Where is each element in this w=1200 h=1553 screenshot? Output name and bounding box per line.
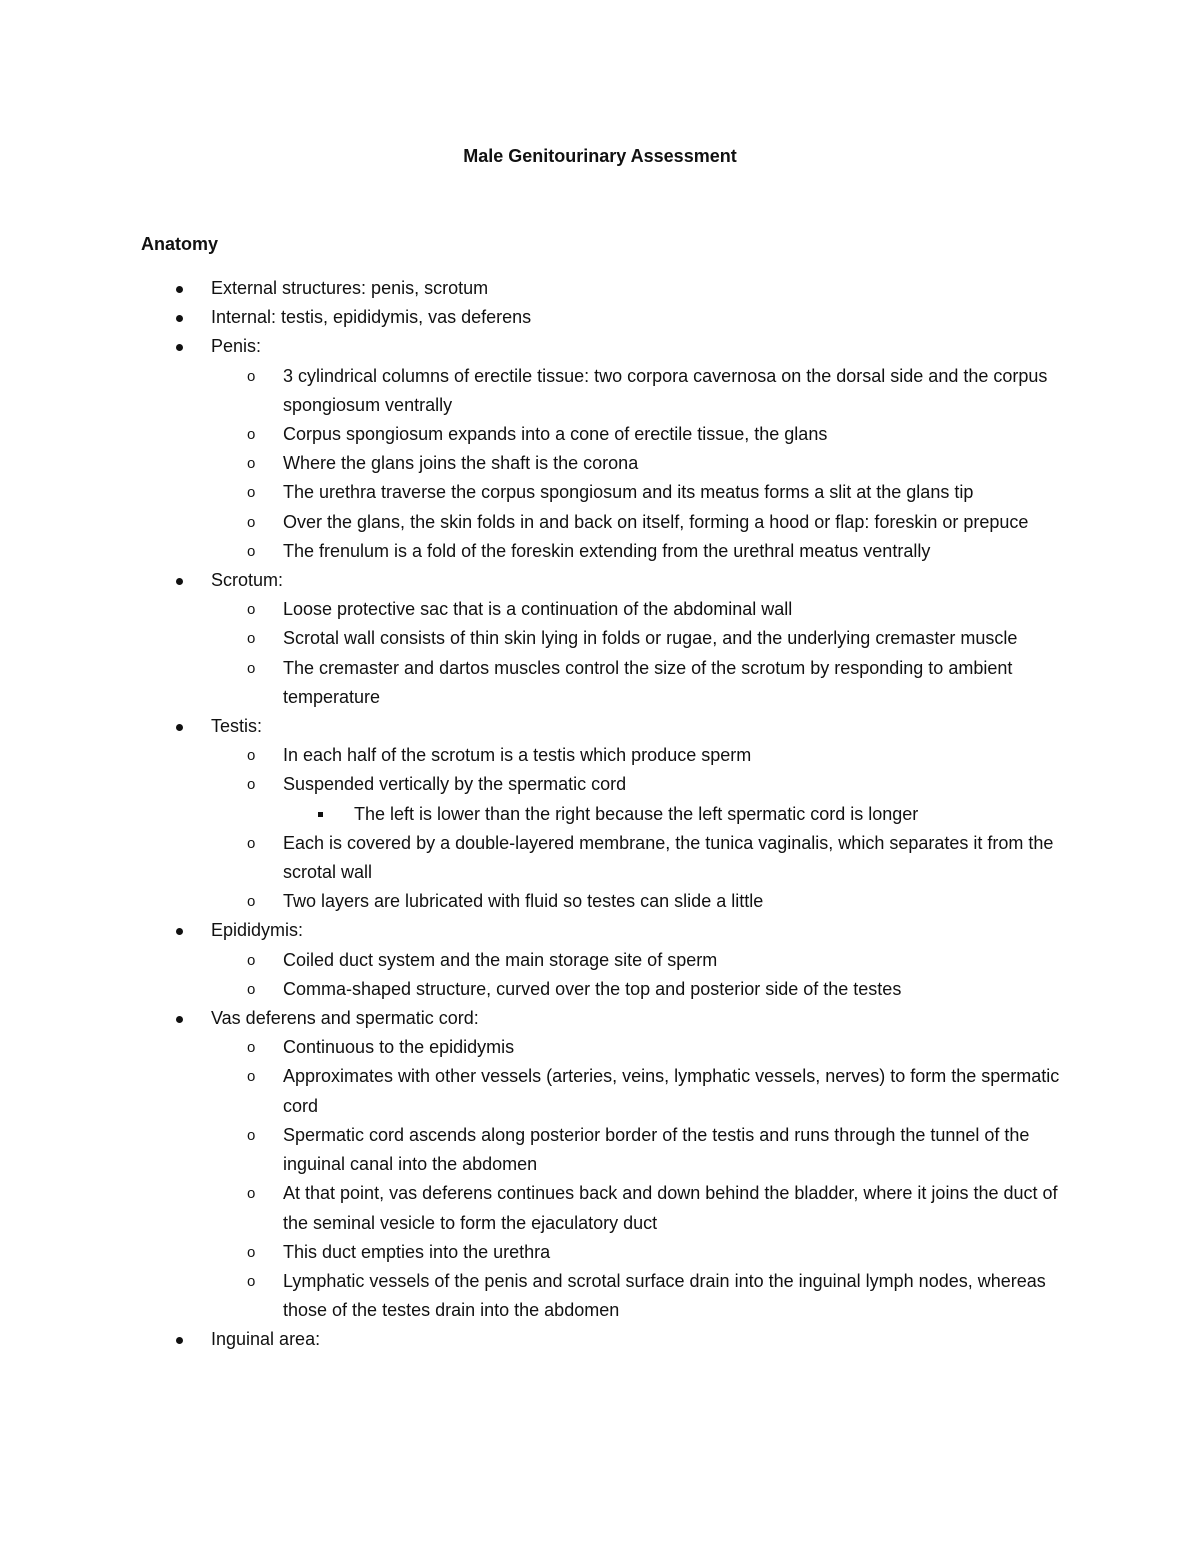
bullet-circle-icon: o (247, 893, 256, 911)
list-item-text: Corpus spongiosum expands into a cone of erectile tissue, the glans (283, 424, 828, 445)
list-item (0, 916, 1200, 945)
list-item (0, 1062, 1200, 1120)
bullet-circle-icon: o (247, 1243, 256, 1261)
list-item (0, 1267, 1200, 1325)
list-item-text: Approximates with other vessels (arteries, veins, lymphatic vessels, nerves) to form the spermatic cord (283, 1066, 1060, 1116)
list-item-text: Spermatic cord ascends along posterior border of the testis and runs through the tunnel of the inguinal canal into the abdomen (283, 1124, 1030, 1175)
list-item (0, 975, 1200, 1004)
list-item (0, 654, 1200, 712)
list-item (0, 420, 1200, 449)
list-item-text: Penis: (211, 336, 262, 357)
list-item (0, 449, 1200, 478)
list-item (0, 274, 1200, 303)
list-item (0, 800, 1200, 829)
bullet-circle-icon: o (247, 747, 256, 765)
list-item-text: Scrotal wall consists of thin skin lying in folds or rugae, and the underlying cremaster muscle (283, 628, 1018, 649)
list-item-text: Comma-shaped structure, curved over the top and posterior side of the testes (283, 978, 902, 999)
bullet-circle-icon: o (247, 630, 256, 648)
list-item-text: The cremaster and dartos muscles control the size of the scrotum by responding to ambient temperature (283, 657, 1013, 707)
list-item (0, 478, 1200, 507)
bullet-circle-icon: o (247, 542, 256, 560)
list-item (0, 712, 1200, 741)
bullet-circle-icon: o (247, 834, 256, 852)
bullet-circle-icon: o (247, 980, 256, 998)
list-item (0, 1179, 1200, 1237)
list-item-text: Lymphatic vessels of the penis and scrotal surface drain into the inguinal lymph nodes, whereas those of the testes drain into the abdomen (283, 1270, 1046, 1321)
list-item (0, 303, 1200, 332)
list-item-text: Two layers are lubricated with fluid so testes can slide a little (283, 891, 764, 912)
list-item-text: Internal: testis, epididymis, vas deferens (211, 307, 532, 328)
bullet-circle-icon: o (247, 484, 256, 502)
page-title: Male Genitourinary Assessment (463, 146, 737, 166)
bullet-circle-icon: o (247, 951, 256, 969)
list-item (0, 566, 1200, 595)
list-item-text: Each is covered by a double-layered membrane, the tunica vaginalis, which separates it from the scrotal wall (283, 832, 1054, 883)
bullet-circle-icon: o (247, 367, 256, 385)
list-item-text: Epididymis: (211, 920, 304, 941)
list-item (0, 829, 1200, 887)
list-item (0, 887, 1200, 916)
list-item-text: Scrotum: (211, 570, 284, 591)
list-item-text: At that point, vas deferens continues back and down behind the bladder, where it joins the duct of the seminal vesicle to form the ejaculatory duct (283, 1183, 1058, 1233)
list-item (0, 1238, 1200, 1267)
list-item-text: The urethra traverse the corpus spongiosum and its meatus forms a slit at the glans tip (283, 482, 974, 503)
list-item (0, 508, 1200, 537)
list-item (0, 1033, 1200, 1062)
list-item-text: In each half of the scrotum is a testis which produce sperm (283, 745, 752, 766)
list-item (0, 946, 1200, 975)
list-item-text: Coiled duct system and the main storage site of sperm (283, 949, 718, 970)
bullet-circle-icon: o (247, 426, 256, 444)
bullet-circle-icon: o (247, 601, 256, 619)
list-item-text: External structures: penis, scrotum (211, 278, 489, 298)
list-item (0, 537, 1200, 566)
list-item-text: Over the glans, the skin folds in and back on itself, forming a hood or flap: foreskin or prepuce (283, 511, 1029, 532)
list-item-text: Suspended vertically by the spermatic cord (283, 774, 627, 795)
bullet-circle-icon: o (247, 1068, 256, 1086)
bullet-circle-icon: o (247, 659, 256, 677)
list-item (0, 624, 1200, 653)
list-item-text: The left is lower than the right because the left spermatic cord is longer (354, 803, 919, 824)
bullet-circle-icon: o (247, 1185, 256, 1203)
list-item-text: Loose protective sac that is a continuation of the abdominal wall (283, 599, 793, 620)
list-item (0, 595, 1200, 624)
bullet-square-icon (318, 800, 354, 829)
list-item-text: Vas deferens and spermatic cord: (211, 1008, 479, 1029)
list-item-text: Where the glans joins the shaft is the corona (283, 453, 639, 474)
list-item (0, 1004, 1200, 1033)
list-item (0, 741, 1200, 770)
section-heading-anatomy: Anatomy (141, 234, 219, 254)
list-item (0, 770, 1200, 799)
list-item-text: Inguinal area: (211, 1329, 321, 1350)
list-item (0, 1325, 1200, 1354)
list-item-text: 3 cylindrical columns of erectile tissue: two corpora cavernosa on the dorsal side and the corpus spongiosum ventrally (283, 365, 1048, 415)
list-item (0, 1121, 1200, 1179)
list-item-text: Continuous to the epididymis (283, 1037, 515, 1058)
bullet-circle-icon: o (247, 1272, 256, 1290)
list-item (0, 332, 1200, 361)
bullet-circle-icon: o (247, 776, 256, 794)
list-item (0, 362, 1200, 420)
anatomy-bullet-list (0, 274, 1200, 1355)
list-item-text: The frenulum is a fold of the foreskin extending from the urethral meatus ventrally (283, 540, 931, 561)
list-item-text: This duct empties into the urethra (283, 1241, 551, 1262)
list-item-text: Testis: (211, 716, 263, 737)
bullet-circle-icon: o (247, 1126, 256, 1144)
bullet-circle-icon: o (247, 513, 256, 531)
bullet-circle-icon: o (247, 455, 256, 473)
bullet-circle-icon: o (247, 1039, 256, 1057)
